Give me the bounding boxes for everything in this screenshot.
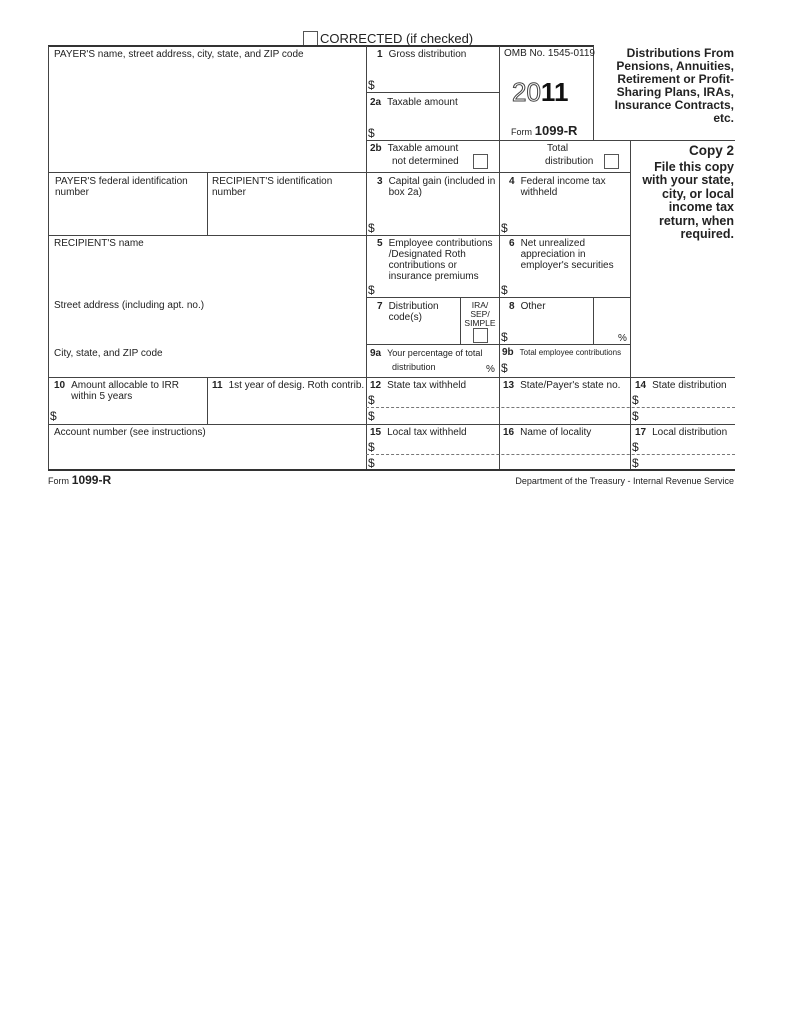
ira-sep-simple-label: IRA/ SEP/ SIMPLE — [464, 300, 496, 328]
dollar-sign: $ — [368, 456, 375, 470]
form-title: Distributions From Pensions, Annuities, Retirement or Profit-Sharing Plans, IRAs, Insurance Contracts, etc. — [614, 46, 734, 125]
recipient-name-label: RECIPIENT'S name — [54, 238, 144, 249]
street-label: Street address (including apt. no.) — [54, 300, 205, 311]
box15-label: Local tax withheld — [387, 427, 467, 438]
box-number: 14 — [635, 380, 647, 391]
total-distribution-checkbox[interactable] — [604, 154, 619, 169]
percent-sign: % — [618, 333, 627, 344]
divider — [48, 46, 49, 470]
box4-label: Federal income tax withheld — [520, 176, 606, 198]
percent-sign: % — [486, 364, 495, 375]
ira-sep-simple-checkbox[interactable] — [473, 328, 488, 343]
corrected-checkbox[interactable] — [303, 31, 318, 46]
box2a-label: Taxable amount — [387, 97, 458, 108]
dollar-sign: $ — [50, 409, 57, 423]
form-label: Form — [511, 127, 532, 137]
dollar-sign: $ — [368, 393, 375, 407]
box-number: 15 — [370, 427, 382, 438]
box1-label: Gross distribution — [388, 49, 467, 60]
payer-name-label: PAYER'S name, street address, city, state, and ZIP code — [54, 49, 304, 60]
box11-label: 1st year of desig. Roth contrib. — [228, 380, 365, 391]
dollar-sign: $ — [368, 221, 375, 235]
divider — [207, 377, 208, 424]
divider — [48, 172, 630, 173]
payer-fed-id-label: PAYER'S federal identification number — [55, 176, 188, 198]
box13-label: State/Payer's state no. — [520, 380, 621, 391]
box-number: 16 — [503, 427, 515, 438]
omb-number: OMB No. 1545-0119 — [504, 48, 595, 59]
divider — [207, 172, 208, 235]
divider — [48, 424, 735, 425]
box-number: 10 — [54, 380, 66, 391]
box3-label: Capital gain (included in box 2a) — [388, 176, 496, 198]
divider — [593, 297, 594, 344]
dollar-sign: $ — [368, 409, 375, 423]
divider — [366, 407, 735, 408]
box2b-label: Taxable amount — [387, 143, 459, 154]
box-number: 8 — [509, 301, 515, 312]
box9a-label: Your percentage of total — [387, 348, 483, 358]
dollar-sign: $ — [368, 126, 375, 140]
dollar-sign: $ — [632, 440, 639, 454]
box2b-label-2: not determined — [392, 156, 459, 167]
divider — [366, 297, 630, 298]
divider — [593, 46, 594, 140]
box-number: 5 — [377, 238, 383, 249]
box12-label: State tax withheld — [387, 380, 467, 391]
dollar-sign: $ — [632, 409, 639, 423]
box8-label: Other — [520, 301, 546, 312]
copy-text: File this copy with your state, city, or local income tax return, when required. — [642, 159, 734, 241]
box9b-label: Total employee contributions — [519, 348, 622, 357]
box5-label: Employee contributions /Designated Roth contributions or insurance premiums — [388, 238, 493, 282]
box6-label: Net unrealized appreciation in employer's securities — [520, 238, 614, 271]
box-number: 2b — [370, 143, 382, 154]
box-number: 3 — [377, 176, 383, 187]
divider — [48, 377, 735, 378]
box7-label: Distribution code(s) — [388, 301, 439, 323]
recipient-id-label: RECIPIENT'S identification number — [212, 176, 333, 198]
dollar-sign: $ — [368, 283, 375, 297]
box-number: 7 — [377, 301, 383, 312]
box9a-label-2: distribution — [392, 362, 436, 372]
dollar-sign: $ — [501, 283, 508, 297]
divider — [366, 92, 499, 93]
year-outline: 20 — [512, 77, 541, 107]
box17-label: Local distribution — [652, 427, 728, 438]
box-number: 6 — [509, 238, 515, 249]
account-label: Account number (see instructions) — [54, 427, 206, 438]
dollar-sign: $ — [368, 78, 375, 92]
city-label: City, state, and ZIP code — [54, 348, 163, 359]
box10-label: Amount allocable to IRR within 5 years — [71, 380, 179, 402]
footer-form-number: 1099-R — [71, 473, 112, 487]
footer-form-label: Form — [48, 476, 69, 486]
footer-department: Department of the Treasury - Internal Revenue Service — [515, 476, 734, 486]
dollar-sign: $ — [368, 440, 375, 454]
divider — [630, 140, 631, 470]
box-number: 13 — [503, 380, 515, 391]
dollar-sign: $ — [501, 221, 508, 235]
box14-label: State distribution — [652, 380, 727, 391]
divider — [48, 45, 594, 47]
box-number: 1 — [377, 49, 383, 60]
copy-title: Copy 2 — [688, 143, 734, 158]
dollar-sign: $ — [632, 393, 639, 407]
dollar-sign: $ — [501, 330, 508, 344]
box-number: 9b — [502, 347, 514, 358]
taxable-not-determined-checkbox[interactable] — [473, 154, 488, 169]
box-number: 9a — [370, 348, 382, 359]
divider — [48, 235, 630, 236]
divider — [366, 344, 630, 345]
year-bold: 11 — [540, 77, 569, 107]
box-number: 11 — [212, 380, 223, 391]
form-number: 1099-R — [534, 123, 578, 138]
corrected-label: CORRECTED (if checked) — [320, 31, 474, 46]
divider — [366, 454, 735, 455]
total-label-2: distribution — [545, 156, 594, 167]
total-label: Total — [547, 143, 569, 154]
box-number: 17 — [635, 427, 647, 438]
dollar-sign: $ — [632, 456, 639, 470]
box16-label: Name of locality — [520, 427, 592, 438]
dollar-sign: $ — [501, 361, 508, 375]
box-number: 12 — [370, 380, 382, 391]
box-number: 4 — [509, 176, 515, 187]
divider — [366, 140, 735, 141]
box-number: 2a — [370, 97, 382, 108]
